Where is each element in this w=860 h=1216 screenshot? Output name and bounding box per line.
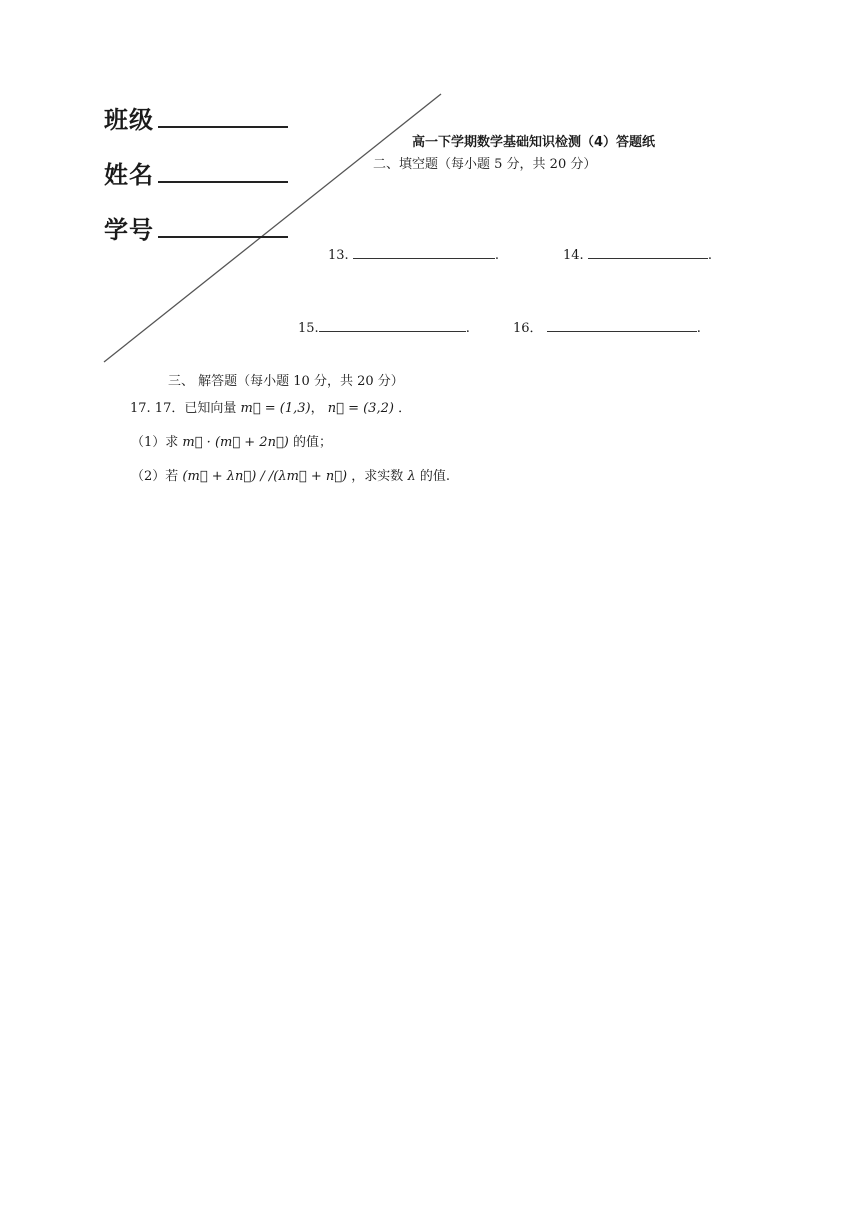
blank-15-end: .	[465, 321, 470, 336]
blank-16-answer[interactable]	[547, 317, 697, 332]
lambda-symbol: λ	[407, 469, 416, 484]
blank-13	[328, 244, 499, 263]
class-field[interactable]	[158, 126, 288, 128]
blank-13-number: 13.	[328, 248, 349, 263]
blank-16-number: 16．	[513, 321, 543, 336]
part1-suffix: 的值；	[292, 435, 332, 450]
blank-14-number: 14.	[563, 248, 584, 263]
part2-end: 的值.	[419, 469, 450, 484]
blank-14-answer[interactable]	[588, 244, 708, 259]
problem-17-separator: ，	[310, 401, 324, 416]
student-id-label: 学号	[104, 216, 154, 244]
blank-14	[563, 244, 712, 263]
vector-n-definition: n⃗ = (3,2)	[327, 401, 394, 416]
problem-17-part1	[131, 431, 332, 450]
blank-13-answer[interactable]	[353, 244, 495, 259]
blank-14-end: .	[707, 248, 712, 263]
part1-prefix: （1）求	[131, 435, 179, 450]
problem-17-stem	[130, 397, 411, 416]
blank-16-end: .	[696, 321, 701, 336]
vector-m-definition: m⃗ = (1,3)	[240, 401, 311, 416]
part2-prefix: （2）若	[131, 469, 179, 484]
class-label: 班级	[104, 106, 154, 134]
part2-expression: (m⃗ + λn⃗) / /(λm⃗ + n⃗)	[182, 469, 348, 484]
page-title: 高一下学期数学基础知识检测（4）答题纸	[412, 135, 656, 150]
blank-15-number: 15.	[298, 321, 319, 336]
problem-17-prefix: 17. 17．已知向量	[130, 401, 237, 416]
blank-15-answer[interactable]	[319, 317, 466, 332]
section3-heading: 三、 解答题（每小题 10 分，共 20 分）	[168, 374, 404, 389]
part2-suffix: ，求实数	[351, 469, 404, 484]
name-field[interactable]	[158, 181, 288, 183]
blank-13-end: .	[494, 248, 499, 263]
blank-16	[513, 317, 701, 336]
problem-17-part2	[131, 465, 450, 484]
problem-17-end: ．	[398, 401, 412, 416]
part1-expression: m⃗ · (m⃗ + 2n⃗)	[182, 435, 289, 450]
student-id-field[interactable]	[158, 236, 288, 238]
section2-heading: 二、填空题（每小题 5 分，共 20 分）	[373, 157, 597, 172]
blank-15	[298, 317, 470, 336]
name-label: 姓名	[104, 161, 154, 189]
